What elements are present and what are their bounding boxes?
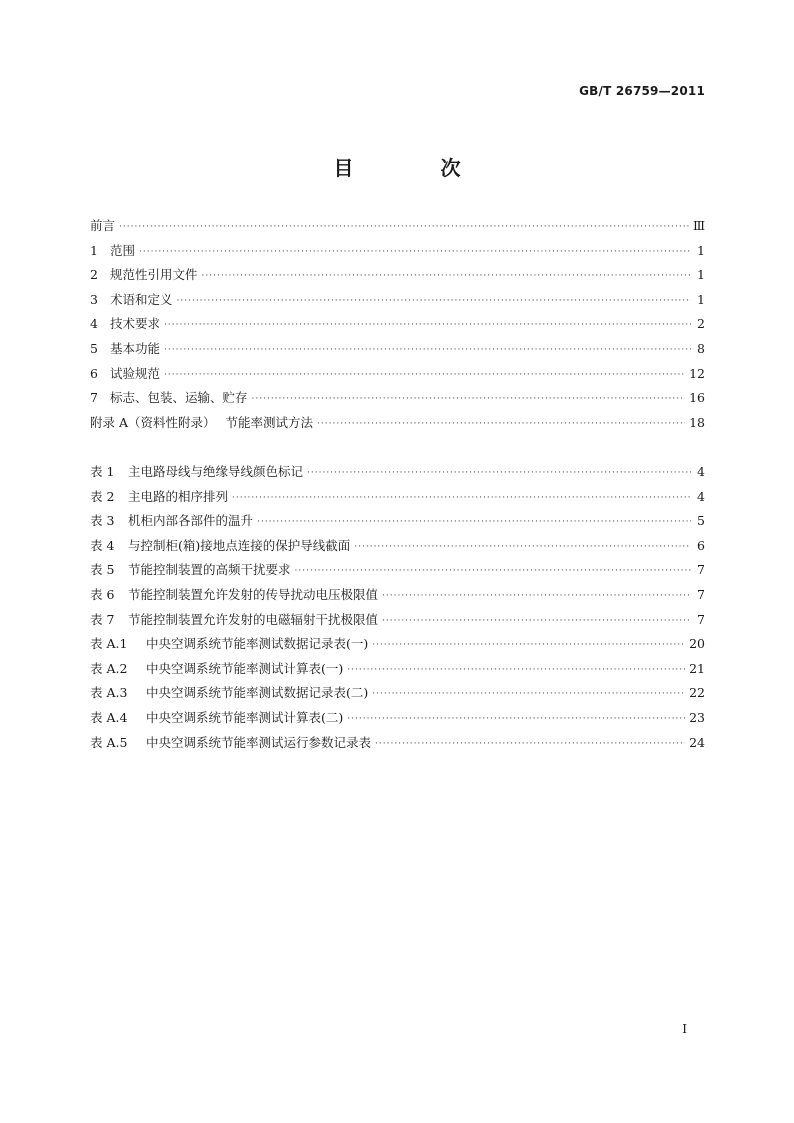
dot-leader (164, 363, 685, 388)
table-entry-page: 7 (697, 611, 705, 627)
toc-entry-page: 2 (697, 316, 705, 332)
table-entry-page: 24 (689, 734, 705, 750)
toc-entry-label: 标志、包装、运输、贮存 (110, 390, 248, 406)
table-entry-page: 21 (689, 660, 705, 676)
toc-entry-terms[interactable] (90, 288, 705, 313)
table-entry-page: 22 (689, 685, 705, 701)
table-entry-label: 机柜内部各部件的温升 (128, 513, 254, 529)
table-entry[interactable] (90, 509, 705, 534)
dot-leader (139, 240, 691, 265)
table-entry[interactable] (90, 485, 705, 510)
table-entry-page: 7 (697, 586, 705, 602)
dot-leader (372, 682, 685, 707)
toc-entry-label: 节能率测试方法 (225, 414, 314, 430)
dot-leader (164, 313, 691, 338)
table-entry-label: 节能控制装置允许发射的传导扰动电压极限值 (128, 586, 379, 602)
table-entry[interactable] (90, 460, 705, 485)
dot-leader (317, 412, 685, 437)
dot-leader (347, 658, 685, 683)
table-entry[interactable] (90, 657, 705, 682)
table-entry-number: 表 3 (90, 513, 115, 529)
toc-entry-page: 12 (689, 365, 705, 381)
dot-leader (375, 732, 685, 757)
table-entry-number: 表 6 (90, 586, 115, 602)
toc-entry-annex-a[interactable] (90, 411, 705, 436)
toc-entry-label: 范围 (110, 242, 136, 258)
dot-leader (257, 510, 691, 535)
table-entry[interactable] (90, 706, 705, 731)
table-entry-number: 表 2 (90, 488, 115, 504)
table-entry[interactable] (90, 632, 705, 657)
dot-leader (354, 535, 691, 560)
table-entry[interactable] (90, 731, 705, 756)
dot-leader (372, 633, 685, 658)
toc-entry-label: 前言 (90, 218, 116, 233)
page-title: 目 次 (333, 156, 501, 180)
toc-entry-label: 试验规范 (110, 365, 161, 381)
toc-entry-label: 基本功能 (110, 340, 161, 356)
dot-leader (177, 289, 691, 314)
toc-entry-page: 1 (697, 267, 705, 283)
table-entry-page: 6 (697, 537, 705, 553)
table-entry-number: 表 A.5 (90, 734, 128, 750)
table-entry-number: 表 7 (90, 611, 115, 627)
dot-leader (119, 215, 689, 240)
dot-leader (295, 559, 691, 584)
toc-entry-technical-requirements[interactable] (90, 312, 705, 337)
table-entry-label: 与控制柜(箱)接地点连接的保护导线截面 (128, 537, 351, 553)
page-number: I (682, 1022, 687, 1036)
toc-entry-number: 6 (90, 365, 98, 381)
toc-entry-number: 5 (90, 340, 98, 356)
dot-leader (232, 486, 691, 511)
dot-leader (307, 461, 691, 486)
table-entry-label: 中央空调系统节能率测试计算表(一) (146, 660, 344, 676)
toc-entry-label: 术语和定义 (110, 291, 173, 307)
toc-entry-number: 2 (90, 267, 98, 283)
table-entry[interactable] (90, 681, 705, 706)
table-entry-page: 4 (697, 488, 705, 504)
standard-code: GB/T 26759—2011 (579, 84, 705, 98)
dot-leader (382, 584, 691, 609)
toc-entry-normative-references[interactable] (90, 263, 705, 288)
table-entry-label: 中央空调系统节能率测试计算表(二) (146, 709, 344, 725)
table-entry-page: 7 (697, 562, 705, 578)
table-entry-number: 表 A.1 (90, 636, 128, 652)
toc-main-list (90, 214, 705, 435)
dot-leader (202, 264, 691, 289)
table-entry-label: 中央空调系统节能率测试数据记录表(二) (146, 685, 369, 701)
toc-entry-page: Ⅲ (692, 218, 705, 233)
table-entry-number: 表 A.4 (90, 709, 128, 725)
toc-entry-label: 技术要求 (110, 316, 161, 332)
dot-leader (252, 387, 686, 412)
table-entry-label: 节能控制装置允许发射的电磁辐射干扰极限值 (128, 611, 379, 627)
table-entry[interactable] (90, 583, 705, 608)
table-entry-number: 表 A.2 (90, 660, 128, 676)
table-entry-label: 主电路的相序排列 (128, 488, 229, 504)
table-entry-number: 表 1 (90, 464, 115, 479)
toc-entry-marking-packaging[interactable] (90, 386, 705, 411)
toc-entry-number: 3 (90, 291, 98, 307)
toc-entry-test-specification[interactable] (90, 362, 705, 387)
toc-entry-page: 18 (689, 414, 705, 430)
dot-leader (164, 338, 691, 363)
toc-entry-number: 4 (90, 316, 98, 332)
toc-entry-page: 8 (697, 340, 705, 356)
toc-tables-list (90, 460, 705, 755)
toc-entry-scope[interactable] (90, 239, 705, 264)
toc-entry-label: 规范性引用文件 (110, 267, 198, 283)
table-entry-label: 中央空调系统节能率测试运行参数记录表 (146, 734, 372, 750)
toc-entry-page: 1 (697, 242, 705, 258)
table-entry[interactable] (90, 534, 705, 559)
table-entry-page: 4 (697, 464, 705, 479)
dot-leader (382, 609, 691, 634)
table-entry[interactable] (90, 558, 705, 583)
toc-entry-foreword[interactable] (90, 214, 705, 239)
table-entry-page: 23 (689, 709, 705, 725)
toc-entry-page: 1 (697, 291, 705, 307)
table-entry-label: 主电路母线与绝缘导线颜色标记 (128, 464, 304, 479)
toc-entry-number: 7 (90, 390, 98, 406)
table-entry-page: 5 (697, 513, 705, 529)
table-entry-page: 20 (689, 636, 705, 652)
table-entry-label: 节能控制装置的高频干扰要求 (128, 562, 291, 578)
toc-entry-basic-functions[interactable] (90, 337, 705, 362)
dot-leader (347, 707, 685, 732)
toc-entry-page: 16 (689, 390, 705, 406)
table-entry-label: 中央空调系统节能率测试数据记录表(一) (146, 636, 369, 652)
toc-entry-number: 附录 A（资料性附录） (90, 414, 216, 430)
table-entry-number: 表 4 (90, 537, 115, 553)
table-entry-number: 表 5 (90, 562, 115, 578)
table-entry[interactable] (90, 608, 705, 633)
table-entry-number: 表 A.3 (90, 685, 128, 701)
toc-entry-number: 1 (90, 242, 98, 258)
